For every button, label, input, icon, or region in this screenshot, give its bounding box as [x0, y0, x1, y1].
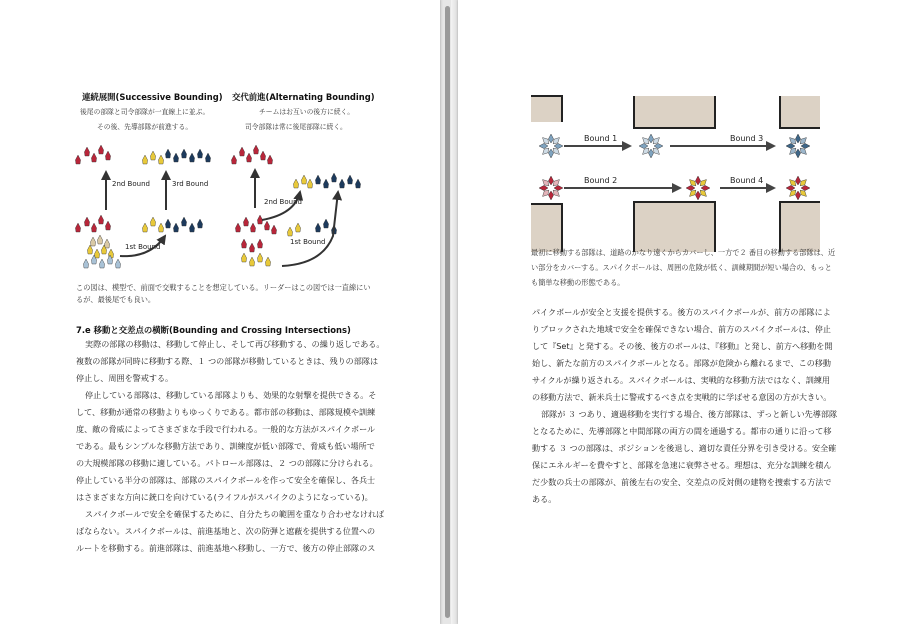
soldier-icon: [257, 215, 262, 224]
soldier-icon: [257, 239, 262, 248]
soldier-icon: [287, 227, 292, 236]
soldier-icon: [83, 259, 88, 268]
label-bound-3: Bound 3: [730, 134, 764, 143]
building-bottom-middle: [634, 202, 715, 252]
soldier-icon: [264, 221, 269, 230]
soldier-icon: [150, 151, 155, 160]
diagram-caption-line-3: も簡単な移動の形態である。: [531, 278, 625, 287]
body-line: パイクボールが安全と支援を提供する。後方のスパイクボールが、前方の部隊によ: [532, 307, 831, 317]
soldier-icon: [235, 223, 240, 232]
body-line: りブロックされた地域で安全を確保できない場合、前方のスパイクボールは、停止: [532, 324, 831, 334]
soldier-icon: [250, 223, 255, 232]
soldier-icon: [158, 155, 163, 164]
diagram-caption-line-2: い部分をカバーする。スパイクボールは、周囲の危険が低く、訓練期間が短い場合の、もっと: [531, 263, 832, 272]
label-2nd-bound-a: 2nd Bound: [112, 180, 150, 188]
spikeball-icon: [686, 176, 710, 200]
soldier-icon: [142, 223, 147, 232]
soldier-icon: [150, 217, 155, 226]
soldier-icon: [90, 237, 95, 246]
soldier-icon: [173, 153, 178, 162]
building-top-middle: [634, 96, 715, 128]
diagram-caption-line-1: 最初に移動する部隊は、道路のかなり遠くからカバーし、一方で２ 番目の移動する部隊は、近: [531, 248, 836, 257]
bounding-formation-diagram: [0, 136, 440, 276]
spikeball-icon: [539, 176, 563, 200]
soldier-icon: [323, 179, 328, 188]
soldier-icon: [91, 223, 96, 232]
soldier-icon: [165, 149, 170, 158]
soldier-icon: [243, 217, 248, 226]
spikeball-icon: [786, 134, 810, 158]
label-bound-2: Bound 2: [584, 176, 618, 185]
soldier-icon: [189, 223, 194, 232]
section-title: 7.e 移動と交差点の横断(Bounding and Crossing Intersections): [76, 325, 351, 335]
body-line: サイクルが繰り返される。スパイクボールは、実戦的な移動方法ではなく、訓練用: [532, 375, 831, 385]
soldier-icon: [249, 243, 254, 252]
scrollbar-thumb[interactable]: [445, 6, 450, 618]
body-line: スパイクボールで安全を確保するために、自分たちの範囲を重なり合わせなければ: [85, 509, 385, 519]
label-1st-bound-b: 1st Bound: [290, 238, 326, 246]
spikeball-icon: [639, 134, 663, 158]
soldier-icon: [84, 217, 89, 226]
soldier-icon: [173, 223, 178, 232]
figure-b-line2: 司令部隊は常に後尾部隊に続く。: [245, 123, 347, 131]
body-line: 実際の部隊の移動は、移動して停止し、そして再び移動する、の繰り返しである。: [85, 339, 385, 349]
soldier-icon: [105, 221, 110, 230]
soldier-icon: [181, 217, 186, 226]
body-line: 停止している半分の部隊は、部隊のスパイクボールを作って安全を確保し、各兵士: [76, 475, 376, 485]
arrow-2nd-bound-b: [262, 192, 300, 220]
soldier-icon: [331, 173, 336, 182]
label-1st-bound-a: 1st Bound: [125, 243, 161, 251]
building-top-right: [780, 96, 820, 128]
soldier-icon: [158, 223, 163, 232]
soldier-icon: [249, 257, 254, 266]
body-line: ルートを移動する。前進部隊は、前進基地へ移動し、一方で、後方の停止部隊のス: [76, 543, 376, 553]
soldier-icon: [98, 215, 103, 224]
soldier-icon: [91, 153, 96, 162]
soldier-icon: [197, 219, 202, 228]
soldier-icon: [75, 155, 80, 164]
body-line: である。最もシンプルな移動方法であり、訓練度が低い部隊で、脅威も低い場所で: [76, 441, 375, 451]
soldier-icon: [98, 145, 103, 154]
label-2nd-bound-b: 2nd Bound: [264, 198, 302, 206]
soldier-icon: [115, 259, 120, 268]
figure-b-title: 交代前進(Alternating Bounding): [232, 92, 375, 102]
soldier-icon: [315, 175, 320, 184]
body-line: の移動方法で、新米兵士に警戒するべき点を実戦的に学ばせる意図の方が大きい。: [532, 392, 832, 402]
intersection-bounding-diagram: [458, 92, 900, 252]
soldier-icon: [260, 151, 265, 160]
soldier-icon: [315, 223, 320, 232]
soldier-icon: [301, 175, 306, 184]
soldier-icon: [241, 239, 246, 248]
soldier-icon: [267, 155, 272, 164]
body-line: ばならない。スパイクボールは、前進基地と、次の防弾と遮蔽を提供する位置への: [76, 526, 376, 536]
figure-a-line1: 後尾の部隊と司令部隊が一直線上に並ぶ。: [80, 108, 210, 116]
body-line: 動する ３ つの部隊は、ポジションを後退し、適切な責任分界を引き受ける。安全確: [532, 443, 837, 453]
soldier-icon: [181, 149, 186, 158]
soldier-icon: [99, 259, 104, 268]
left-page: [0, 0, 440, 624]
soldier-icon: [257, 253, 262, 262]
buildings: [531, 96, 820, 252]
spikeball-icon: [539, 134, 563, 158]
body-line: 度、敵の脅威によってさまざまな手段で行われる。一般的な方法がスパイクボール: [76, 424, 376, 434]
figure-a-line2: その後、先導部隊が前進する。: [97, 123, 193, 131]
soldier-icon: [241, 253, 246, 262]
soldier-icon: [239, 147, 244, 156]
figure-caption-line-2: るが、最後尾でも良い。: [76, 295, 156, 304]
soldier-icon: [347, 175, 352, 184]
body-line: の大規模部隊の移動に適している。パトロール部隊は、２ つの部隊に分けられる。: [76, 458, 378, 468]
soldier-icon: [271, 225, 276, 234]
soldier-icon: [84, 147, 89, 156]
right-page: [458, 0, 900, 624]
soldier-icon: [197, 149, 202, 158]
soldier-icon: [231, 155, 236, 164]
soldier-icon: [142, 155, 147, 164]
building-bottom-left: [531, 204, 562, 252]
body-line: して『Set』と発する。その後、後方のボールは、『移動』と発し、前方へ移動を開: [532, 341, 833, 351]
body-line: 停止している部隊は、移動している部隊よりも、効果的な射撃を提供できる。そ: [85, 390, 377, 400]
building-bottom-right: [780, 202, 820, 252]
body-line: して、移動が通常の移動よりもゆっくりである。都市部の移動は、部隊規模や訓練: [76, 407, 376, 417]
soldier-icon: [339, 179, 344, 188]
body-line: 停止し、周囲を警戒する。: [76, 373, 174, 383]
soldier-icon: [205, 153, 210, 162]
soldier-icon: [104, 239, 109, 248]
soldier-icon: [265, 257, 270, 266]
soldier-icon: [87, 245, 92, 254]
soldier-icon: [165, 219, 170, 228]
label-3rd-bound-a: 3rd Bound: [172, 180, 209, 188]
soldier-icon: [246, 153, 251, 162]
figure-caption-line-1: この図は、模型で、前面で交戦することを想定している。リーダーはこの図では一直線にい: [76, 283, 371, 292]
soldier-icon: [75, 223, 80, 232]
label-bound-4: Bound 4: [730, 176, 764, 185]
body-line: 始し、新たな前方のスパイクボールとなる。部隊が危険から離れるまで、この移動: [532, 358, 831, 368]
body-line: 部隊が ３ つあり、適過移動を実行する場合、後方部隊は、ずっと新しい先導部隊: [541, 409, 838, 419]
soldier-icon: [295, 223, 300, 232]
spikeball-icon: [786, 176, 810, 200]
soldier-icon: [97, 235, 102, 244]
soldier-icon: [189, 153, 194, 162]
soldier-icon: [105, 151, 110, 160]
body-line: ある。: [532, 494, 557, 504]
soldier-icon: [94, 249, 99, 258]
soldier-icon: [323, 219, 328, 228]
body-line: はさまざまな方向に銃口を向けている(ライフルがスパイクのようになっている)。: [76, 492, 373, 502]
soldier-icon: [253, 145, 258, 154]
label-bound-1: Bound 1: [584, 134, 618, 143]
body-line: 保にエネルギーを費やすと、部隊を急速に衰弊させる。理想は、充分な訓練を積ん: [532, 460, 832, 470]
soldier-icon: [355, 179, 360, 188]
body-line: だ少数の兵士の部隊が、前後左右の安全、交差点の反対側の建物を捜索する方法で: [532, 477, 832, 487]
body-line: 複数の部隊が同時に移動する際、１ つの部隊が移動しているときは、残りの部隊は: [76, 356, 379, 366]
body-line: となるために、先導部隊と中間部隊の両方の間を通過する。都市の通りに沿って移: [532, 426, 832, 436]
soldier-icon: [293, 179, 298, 188]
soldier-icon: [307, 179, 312, 188]
figure-a-title: 連続展開(Successive Bounding): [82, 92, 223, 102]
spikeballs: [539, 134, 810, 200]
figure-b-line1: チームはお互いの後方に続く。: [259, 108, 355, 116]
